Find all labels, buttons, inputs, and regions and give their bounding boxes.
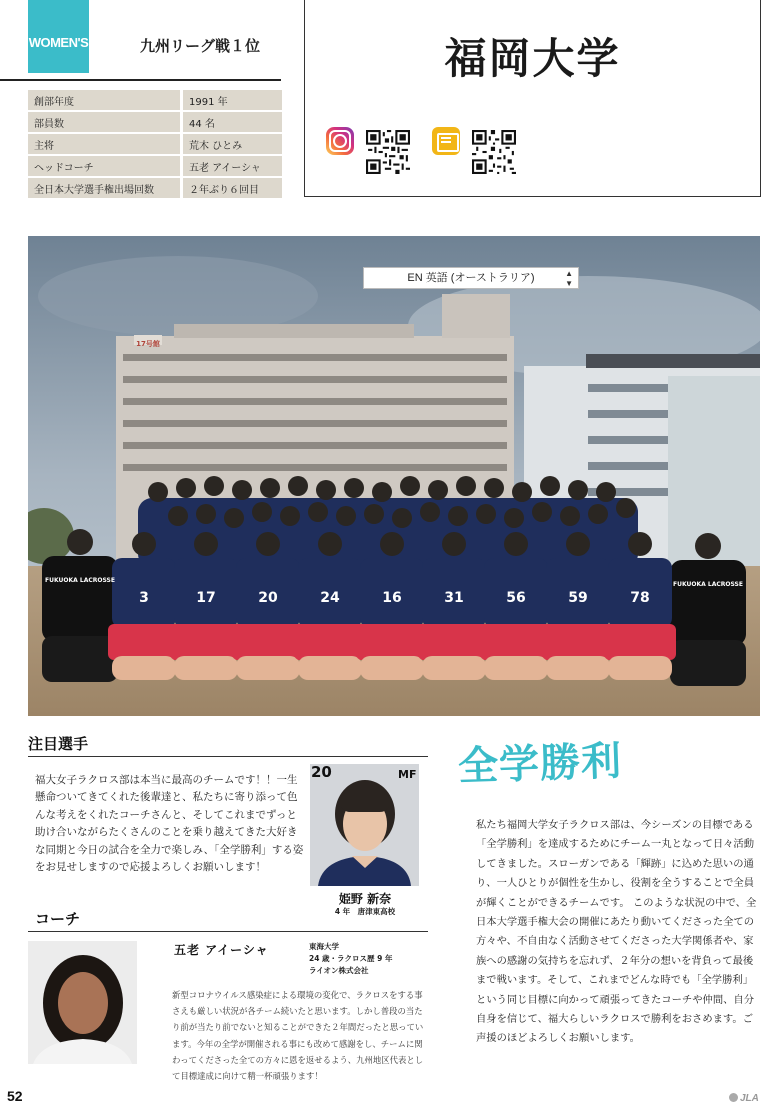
coach-title: コーチ xyxy=(35,910,81,928)
jla-logo xyxy=(729,1093,759,1104)
coach-name: 五老 アイーシャ xyxy=(174,943,269,957)
info-value: 荒木 ひとみ xyxy=(180,134,282,154)
jla-logo-icon xyxy=(729,1093,738,1102)
table-row xyxy=(28,90,282,110)
table-row xyxy=(28,156,282,176)
womens-badge-label: WOMEN'S xyxy=(28,35,89,50)
team-photo-illustration xyxy=(28,236,760,716)
select-arrows-icon: ▲ ▼ xyxy=(565,269,573,288)
jersey-number: 56 xyxy=(506,590,526,606)
info-key: 創部年度 xyxy=(28,90,180,110)
team-info-table xyxy=(28,88,282,200)
university-name: 福岡大学 xyxy=(444,34,621,83)
jersey-number: 20 xyxy=(258,590,278,606)
jersey-number: 17 xyxy=(196,590,216,606)
language-select[interactable] xyxy=(363,267,579,289)
player-portrait xyxy=(310,764,419,886)
coach-info xyxy=(309,941,393,977)
focus-player-divider xyxy=(28,756,428,757)
player-number: 20 xyxy=(311,763,332,781)
info-key: 部員数 xyxy=(28,112,180,132)
qr-code-icon[interactable] xyxy=(472,130,516,174)
shirt-text: FUKUOKA LACROSSE xyxy=(45,577,115,584)
jersey-number: 31 xyxy=(444,590,464,606)
jersey-number: 59 xyxy=(568,590,588,606)
womens-badge xyxy=(28,0,89,73)
info-value: 五老 アイーシャ xyxy=(180,156,282,176)
coach-career: 24 歳・ラクロス歴 9 年 xyxy=(309,954,393,963)
table-row xyxy=(28,134,282,154)
coach-divider xyxy=(28,931,428,932)
shirt-text: FUKUOKA LACROSSE xyxy=(673,581,743,588)
player-name: 姫野 新奈 xyxy=(338,892,392,906)
league-result: 九州リーグ戦１位 xyxy=(140,37,261,55)
jersey-number: 24 xyxy=(320,590,340,606)
coach-university: 東海大学 xyxy=(309,942,339,951)
player-profile: 4 年 唐津東高校 xyxy=(334,907,396,916)
team-message: 私たち福岡大学女子ラクロス部は、今シーズンの目標である「全学勝利」を達成するためにチーム一丸となって日々活動してきました。スローガンである「輝跡」に込めた思いの通り、一人ひとりが個性を生かし、役割を全うすることで全員が輝くことができるチームです。 このような状況の中で、全日本大学選手権大会の開催にあたり動いてくださった全ての方々や、不自由なく活動させてくださった大学関係者や、家族への感謝の気持ちを忘れず、２年分の想いを背負って最後まで戦います。そして、これまでどんな時でも「全学勝利」という同じ目標に向かって頑張ってきたコーチや仲間、自分自身を信じて、福大らしいラクロスで勝利をおさめます。ご声援のほどよろしくお願いします。 xyxy=(476,819,757,1045)
info-value: ２年ぶり６回目 xyxy=(180,178,282,198)
table-row xyxy=(28,178,282,198)
info-key: ヘッドコーチ xyxy=(28,156,180,176)
player-position: MF xyxy=(398,768,417,781)
coach-text: 新型コロナウイルス感染症による環境の変化で、ラクロスをする事さえも厳しい状況が各チーム続いたと思います。しかし普段の当たり前が当たり前でないと知ることができた２年間だったと思っています。今年の全学が開催される事にも改めて感謝をし、チームに関わってくださった全ての方々に恩を返せるよう、九州地区代表として目標達成に向けて精一杯頑張ります！ xyxy=(172,990,424,1082)
table-row xyxy=(28,112,282,132)
page-number: 52 xyxy=(7,1088,23,1104)
coach-photo xyxy=(28,941,137,1064)
qr-code-icon[interactable] xyxy=(366,130,410,174)
jla-logo-text: JLA xyxy=(740,1093,759,1104)
focus-player-title: 注目選手 xyxy=(28,735,89,753)
info-key: 主将 xyxy=(28,134,180,154)
language-select-value: EN 英語 (オーストラリア) xyxy=(407,272,535,284)
jersey-number: 3 xyxy=(139,590,149,606)
team-photo xyxy=(28,236,760,716)
website-icon[interactable] xyxy=(432,127,460,155)
slogan: 全学勝利 xyxy=(457,738,623,790)
coach-portrait xyxy=(28,941,137,1064)
university-name-box xyxy=(304,0,761,197)
jersey-number: 16 xyxy=(382,590,402,606)
player-photo xyxy=(310,764,419,886)
building-sign: 17号館 xyxy=(136,340,160,348)
jersey-number: 78 xyxy=(630,590,650,606)
coach-company: ライオン株式会社 xyxy=(309,966,369,975)
info-key: 全日本大学選手権出場回数 xyxy=(28,178,180,198)
focus-player-text: 福大女子ラクロス部は本当に最高のチームです！！一生懸命ついてきてくれた後輩達と、私たちに寄り添って色んな考えをくれたコーチさんと、そしてこれまでずっと助け合いながらたくさんのことを乗り越えてきた大好きな同期と今日の試合を全力で楽しみ、「全学勝利」する姿をお見せしますので応援よろしくお願いします！ xyxy=(35,774,304,874)
header-divider xyxy=(0,79,281,81)
instagram-icon[interactable] xyxy=(326,127,354,155)
info-value: 44 名 xyxy=(180,112,282,132)
info-value: 1991 年 xyxy=(180,90,282,110)
